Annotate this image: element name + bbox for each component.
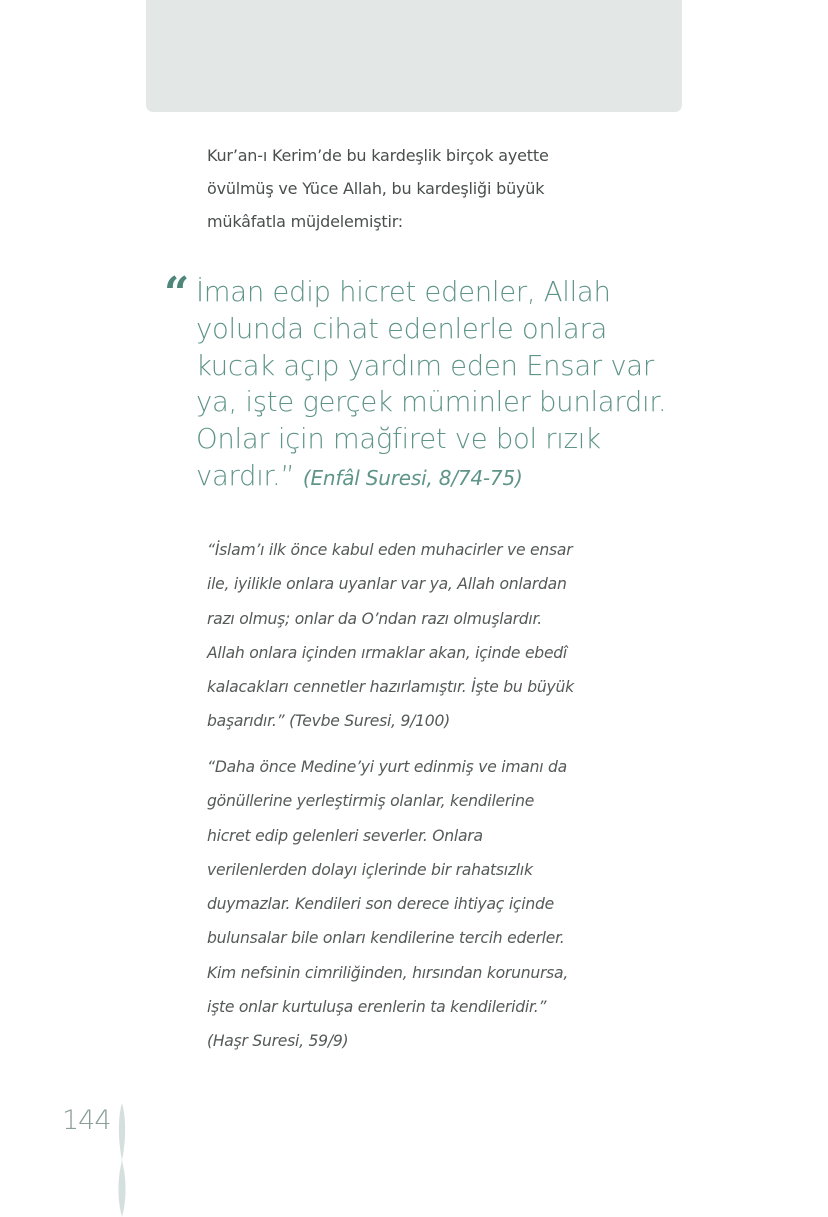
verse-line: Kim nefsinin cimriliğinden, hırsından korunursa, <box>207 963 569 982</box>
verse-line: Allah onlara içinden ırmaklar akan, içinde ebedî <box>207 643 568 662</box>
verse-hasr <box>207 750 627 1059</box>
header-image-placeholder <box>146 0 682 112</box>
verse-line: gönüllerine yerleştirmiş olanlar, kendilerine <box>207 792 535 811</box>
intro-paragraph <box>207 139 627 238</box>
intro-line: Kur’an-ı Kerim’de bu kardeşlik birçok ayette <box>207 146 549 165</box>
pull-quote-line: İman edip hicret edenler, Allah <box>196 276 611 308</box>
page-number: 144 <box>62 1105 111 1136</box>
verse-line: duymazlar. Kendileri son derece ihtiyaç içinde <box>207 895 554 914</box>
verse-line: bulunsalar bile onları kendilerine tercih ederler. <box>207 929 565 948</box>
pull-quote-last-text: vardır.” <box>196 459 295 492</box>
intro-line: övülmüş ve Yüce Allah, bu kardeşliği büyük <box>207 179 545 198</box>
leaf-ornament-icon <box>113 1103 131 1217</box>
verse-line: razı olmuş; onlar da O’ndan razı olmuşlardır. <box>207 609 542 628</box>
pull-quote-line: Onlar için mağfiret ve bol rızık <box>196 423 601 456</box>
pull-quote-line: ya, işte gerçek müminler bunlardır. <box>196 386 667 419</box>
verse-line: “İslam’ı ilk önce kabul eden muhacirler ve ensar <box>207 541 573 559</box>
pull-quote-line: yolunda cihat edenlerle onlara <box>196 312 608 345</box>
verse-line: başarıdır.” (Tevbe Suresi, 9/100) <box>207 712 450 731</box>
verse-tevbe <box>207 533 627 739</box>
pull-quote-citation: (Enfâl Suresi, 8/74-75) <box>302 465 523 490</box>
intro-line: mükâfatla müjdelemiştir: <box>207 212 403 231</box>
verse-line: (Haşr Suresi, 59/9) <box>207 1032 349 1051</box>
verse-line: işte onlar kurtuluşa erenlerin ta kendileridir.” <box>207 998 547 1017</box>
open-quote-icon: “ <box>164 268 190 319</box>
verse-line: ile, iyilikle onlara uyanlar var ya, Allah onlardan <box>207 575 567 594</box>
pull-quote-line: kucak açıp yardım eden Ensar var <box>196 349 654 382</box>
pull-quote-last-line <box>196 458 696 497</box>
verse-line: hicret edip gelenleri severler. Onlara <box>207 826 483 845</box>
verse-line: “Daha önce Medine’yi yurt edinmiş ve imanı da <box>207 758 567 776</box>
verse-line: kalacakları cennetler hazırlamıştır. İşte bu büyük <box>207 678 574 697</box>
pull-quote <box>164 268 696 497</box>
verse-line: verilenlerden dolayı içlerinde bir rahatsızlık <box>207 860 533 879</box>
